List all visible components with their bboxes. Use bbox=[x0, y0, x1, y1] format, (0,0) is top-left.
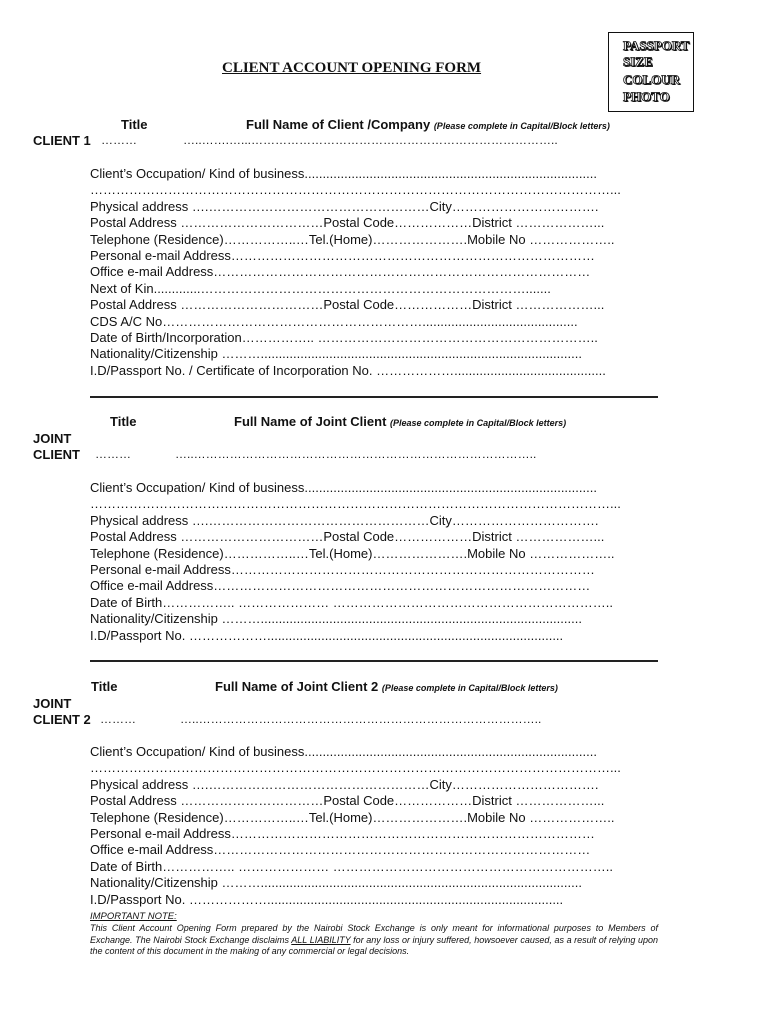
joint-client-2-name-header bbox=[215, 679, 558, 694]
note-text-part: This Client Account Opening Form prepared by the Nairobi Stock Exchange is only meant for informational purposes to Members of Exchange. The Nairobi Stock Exchange disclaims bbox=[90, 923, 658, 945]
section-divider bbox=[90, 660, 658, 662]
form-field-line[interactable]: Physical address ….……………………………………………City……………………………. bbox=[90, 512, 599, 528]
client-1-title-label: Title bbox=[121, 117, 148, 132]
joint-client-fields bbox=[90, 480, 621, 644]
joint-client-name-header bbox=[234, 414, 566, 429]
joint-client-2-fields bbox=[90, 744, 621, 908]
form-field-line[interactable]: Postal Address ……………………………Postal Code………………District ………………... bbox=[90, 297, 605, 313]
joint-client-2-label: JOINT bbox=[33, 696, 72, 711]
photo-box-line: PHOTO bbox=[623, 89, 670, 104]
joint-client-2-name-note: (Please complete in Capital/Block letters) bbox=[381, 683, 558, 693]
form-field-line[interactable]: Physical address ….……………………………………………City……………………………. bbox=[90, 776, 599, 792]
form-field-line[interactable]: Nationality/Citizenship ………......................................................................................... bbox=[90, 611, 582, 627]
client-1-name-field[interactable]: …..…….…...………………………………………………………………….. bbox=[183, 133, 558, 147]
form-field-line[interactable]: Postal Address ……………………………Postal Code………………District ………………... bbox=[90, 215, 605, 231]
form-field-line[interactable]: Date of Birth…………….. ………………… ……………………………………………………….. bbox=[90, 858, 613, 874]
form-field-line[interactable]: Client’s Occupation/ Kind of business................................................................................. bbox=[90, 166, 597, 181]
form-field-line[interactable]: Nationality/Citizenship ………......................................................................................... bbox=[90, 346, 582, 362]
client-1-fields bbox=[90, 166, 621, 379]
form-field-line[interactable]: Postal Address ……………………………Postal Code………………District ………………... bbox=[90, 529, 605, 545]
photo-box-line: PASSPORT bbox=[623, 38, 690, 53]
section-divider bbox=[90, 396, 658, 398]
form-title: CLIENT ACCOUNT OPENING FORM bbox=[222, 60, 482, 76]
form-field-line[interactable]: Next of Kin.............…………………………………………………………………....... bbox=[90, 280, 551, 296]
joint-client-name-header-text: Full Name of Joint Client bbox=[234, 414, 387, 429]
form-field-line[interactable]: …………………………………………………………………………………………………………... bbox=[90, 496, 621, 512]
form-field-line[interactable]: I.D/Passport No. ……………….................................................................................. bbox=[90, 627, 564, 643]
note-emphasis: ALL LIABILITY bbox=[291, 934, 351, 945]
photo-box-line: SIZE bbox=[623, 54, 653, 69]
joint-client-2-name-field[interactable]: …..………………………………………………………………………….. bbox=[180, 712, 542, 726]
joint-client-label: JOINT bbox=[33, 431, 72, 446]
client-1-name-note: (Please complete in Capital/Block letters) bbox=[433, 121, 610, 131]
form-field-line[interactable]: Telephone (Residence)……………..…Tel.(Home)………………….Mobile No ……………….. bbox=[90, 545, 615, 561]
form-field-line[interactable]: Office e-mail Address…………………………………………………………………………… bbox=[90, 578, 591, 594]
passport-photo-box bbox=[608, 32, 694, 112]
joint-client-title-label: Title bbox=[110, 414, 137, 429]
client-1-label: CLIENT 1 bbox=[33, 133, 91, 148]
form-field-line[interactable]: Office e-mail Address…………………………………………………………………………… bbox=[90, 264, 591, 280]
photo-box-line: COLOUR bbox=[623, 72, 681, 87]
form-field-line[interactable]: …………………………………………………………………………………………………………... bbox=[90, 182, 621, 198]
client-1-name-header bbox=[246, 117, 610, 132]
joint-client-name-note: (Please complete in Capital/Block letters) bbox=[390, 418, 567, 428]
form-field-line[interactable]: CDS A/C No……………………………………………………........................................... bbox=[90, 313, 578, 329]
important-note-text bbox=[90, 923, 658, 958]
important-note-heading: IMPORTANT NOTE: bbox=[90, 911, 177, 922]
joint-client-label: CLIENT bbox=[33, 447, 80, 462]
client-1-name-header-text: Full Name of Client /Company bbox=[246, 117, 431, 132]
form-field-line[interactable]: Telephone (Residence)……………..…Tel.(Home)………………….Mobile No ……………….. bbox=[90, 809, 615, 825]
joint-client-2-title-field[interactable]: ……… bbox=[100, 712, 136, 726]
form-field-line[interactable]: Date of Birth/Incorporation…………….. ……………………………………………………….. bbox=[90, 330, 598, 346]
form-field-line[interactable]: Physical address ….……………………………………………City……………………………. bbox=[90, 198, 599, 214]
form-field-line[interactable]: …………………………………………………………………………………………………………... bbox=[90, 760, 621, 776]
note-text-part: for any loss or injury suffered, howsoever caused, as a result of relying upon the content of this document in the making of any commercial or legal decisions. bbox=[90, 934, 658, 956]
joint-client-2-title-label: Title bbox=[91, 679, 118, 694]
joint-client-2-name-header-text: Full Name of Joint Client 2 bbox=[215, 679, 379, 694]
form-field-line[interactable]: Personal e-mail Address………………………………………………………………………… bbox=[90, 562, 595, 578]
joint-client-2-label: CLIENT 2 bbox=[33, 712, 91, 727]
form-field-line[interactable]: Office e-mail Address…………………………………………………………………………… bbox=[90, 842, 591, 858]
joint-client-title-field[interactable]: ……… bbox=[95, 447, 131, 461]
form-field-line[interactable]: Nationality/Citizenship ………......................................................................................... bbox=[90, 875, 582, 891]
form-field-line[interactable]: I.D/Passport No. / Certificate of Incorporation No. ……………….......................................... bbox=[90, 362, 606, 378]
form-field-line[interactable]: Personal e-mail Address………………………………………………………………………… bbox=[90, 248, 595, 264]
form-field-line[interactable]: Personal e-mail Address………………………………………………………………………… bbox=[90, 826, 595, 842]
joint-client-name-field[interactable]: …..………………………………………………………………………….. bbox=[175, 447, 537, 461]
client-1-title-field[interactable]: ……… bbox=[101, 133, 137, 147]
form-field-line[interactable]: Date of Birth…………….. ………………… ……………………………………………………….. bbox=[90, 594, 613, 610]
form-field-line[interactable]: Client’s Occupation/ Kind of business................................................................................. bbox=[90, 480, 597, 495]
form-field-line[interactable]: Client’s Occupation/ Kind of business................................................................................. bbox=[90, 744, 597, 759]
form-field-line[interactable]: Postal Address ……………………………Postal Code………………District ………………... bbox=[90, 793, 605, 809]
form-field-line[interactable]: I.D/Passport No. ……………….................................................................................. bbox=[90, 891, 564, 907]
form-field-line[interactable]: Telephone (Residence)……………..…Tel.(Home)………………….Mobile No ……………….. bbox=[90, 231, 615, 247]
